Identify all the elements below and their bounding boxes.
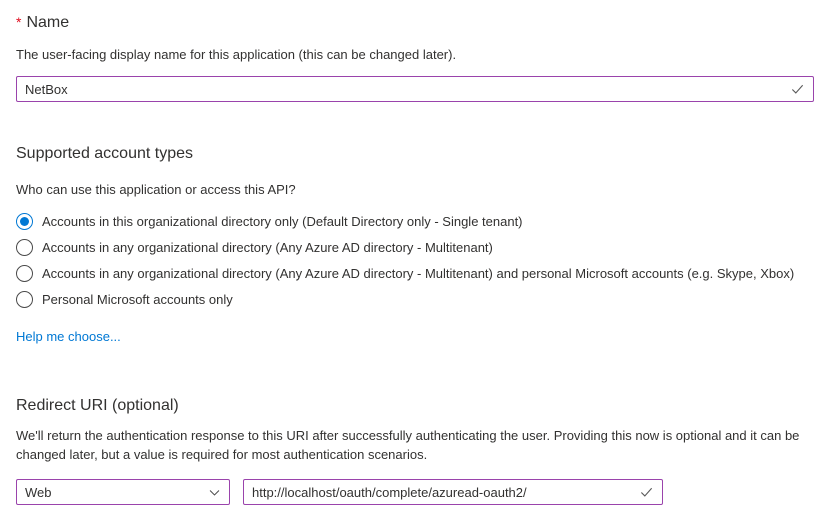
- name-description: The user-facing display name for this application (this can be changed later).: [16, 47, 457, 62]
- platform-dropdown-value: Web: [25, 484, 52, 500]
- redirect-uri-description: We'll return the authentication response to this URI after successfully authenticating the user. Providing this now is optional and it can be changed later, but a value is required for most authentication scenarios.: [16, 428, 800, 462]
- account-type-option[interactable]: [16, 260, 814, 286]
- checkmark-icon: [790, 82, 805, 97]
- account-types-section-title: Supported account types: [16, 145, 194, 162]
- account-type-option-label: Accounts in this organizational directory only (Default Directory only - Single tenant): [42, 213, 523, 229]
- radio-button-icon[interactable]: [16, 291, 33, 308]
- platform-dropdown[interactable]: [16, 479, 230, 505]
- name-title-text: Name: [26, 14, 70, 31]
- name-input-container: [16, 76, 814, 102]
- account-type-option-label: Accounts in any organizational directory (Any Azure AD directory - Multitenant) and personal Microsoft accounts (e.g. Skype, Xbox): [42, 265, 795, 281]
- account-type-option[interactable]: [16, 286, 814, 312]
- required-marker: *: [16, 14, 22, 30]
- chevron-down-icon: [208, 486, 221, 499]
- radio-button-icon[interactable]: [16, 213, 33, 230]
- redirect-uri-section-title: Redirect URI (optional): [16, 397, 179, 414]
- account-type-option-label: Accounts in any organizational directory (Any Azure AD directory - Multitenant): [42, 239, 493, 255]
- account-types-question: Who can use this application or access this API?: [16, 182, 296, 197]
- account-type-option-label: Personal Microsoft accounts only: [42, 291, 233, 307]
- redirect-uri-input-container: [243, 479, 663, 505]
- account-type-option[interactable]: [16, 234, 814, 260]
- radio-button-icon[interactable]: [16, 239, 33, 256]
- name-section-title: [16, 12, 814, 33]
- redirect-uri-row: [16, 479, 814, 505]
- redirect-uri-input[interactable]: [244, 480, 662, 504]
- radio-button-icon[interactable]: [16, 265, 33, 282]
- name-input[interactable]: [17, 77, 813, 101]
- account-type-option[interactable]: [16, 208, 814, 234]
- help-me-choose-link[interactable]: Help me choose...: [16, 329, 121, 344]
- checkmark-icon: [639, 485, 654, 500]
- account-types-radio-group: [16, 208, 814, 312]
